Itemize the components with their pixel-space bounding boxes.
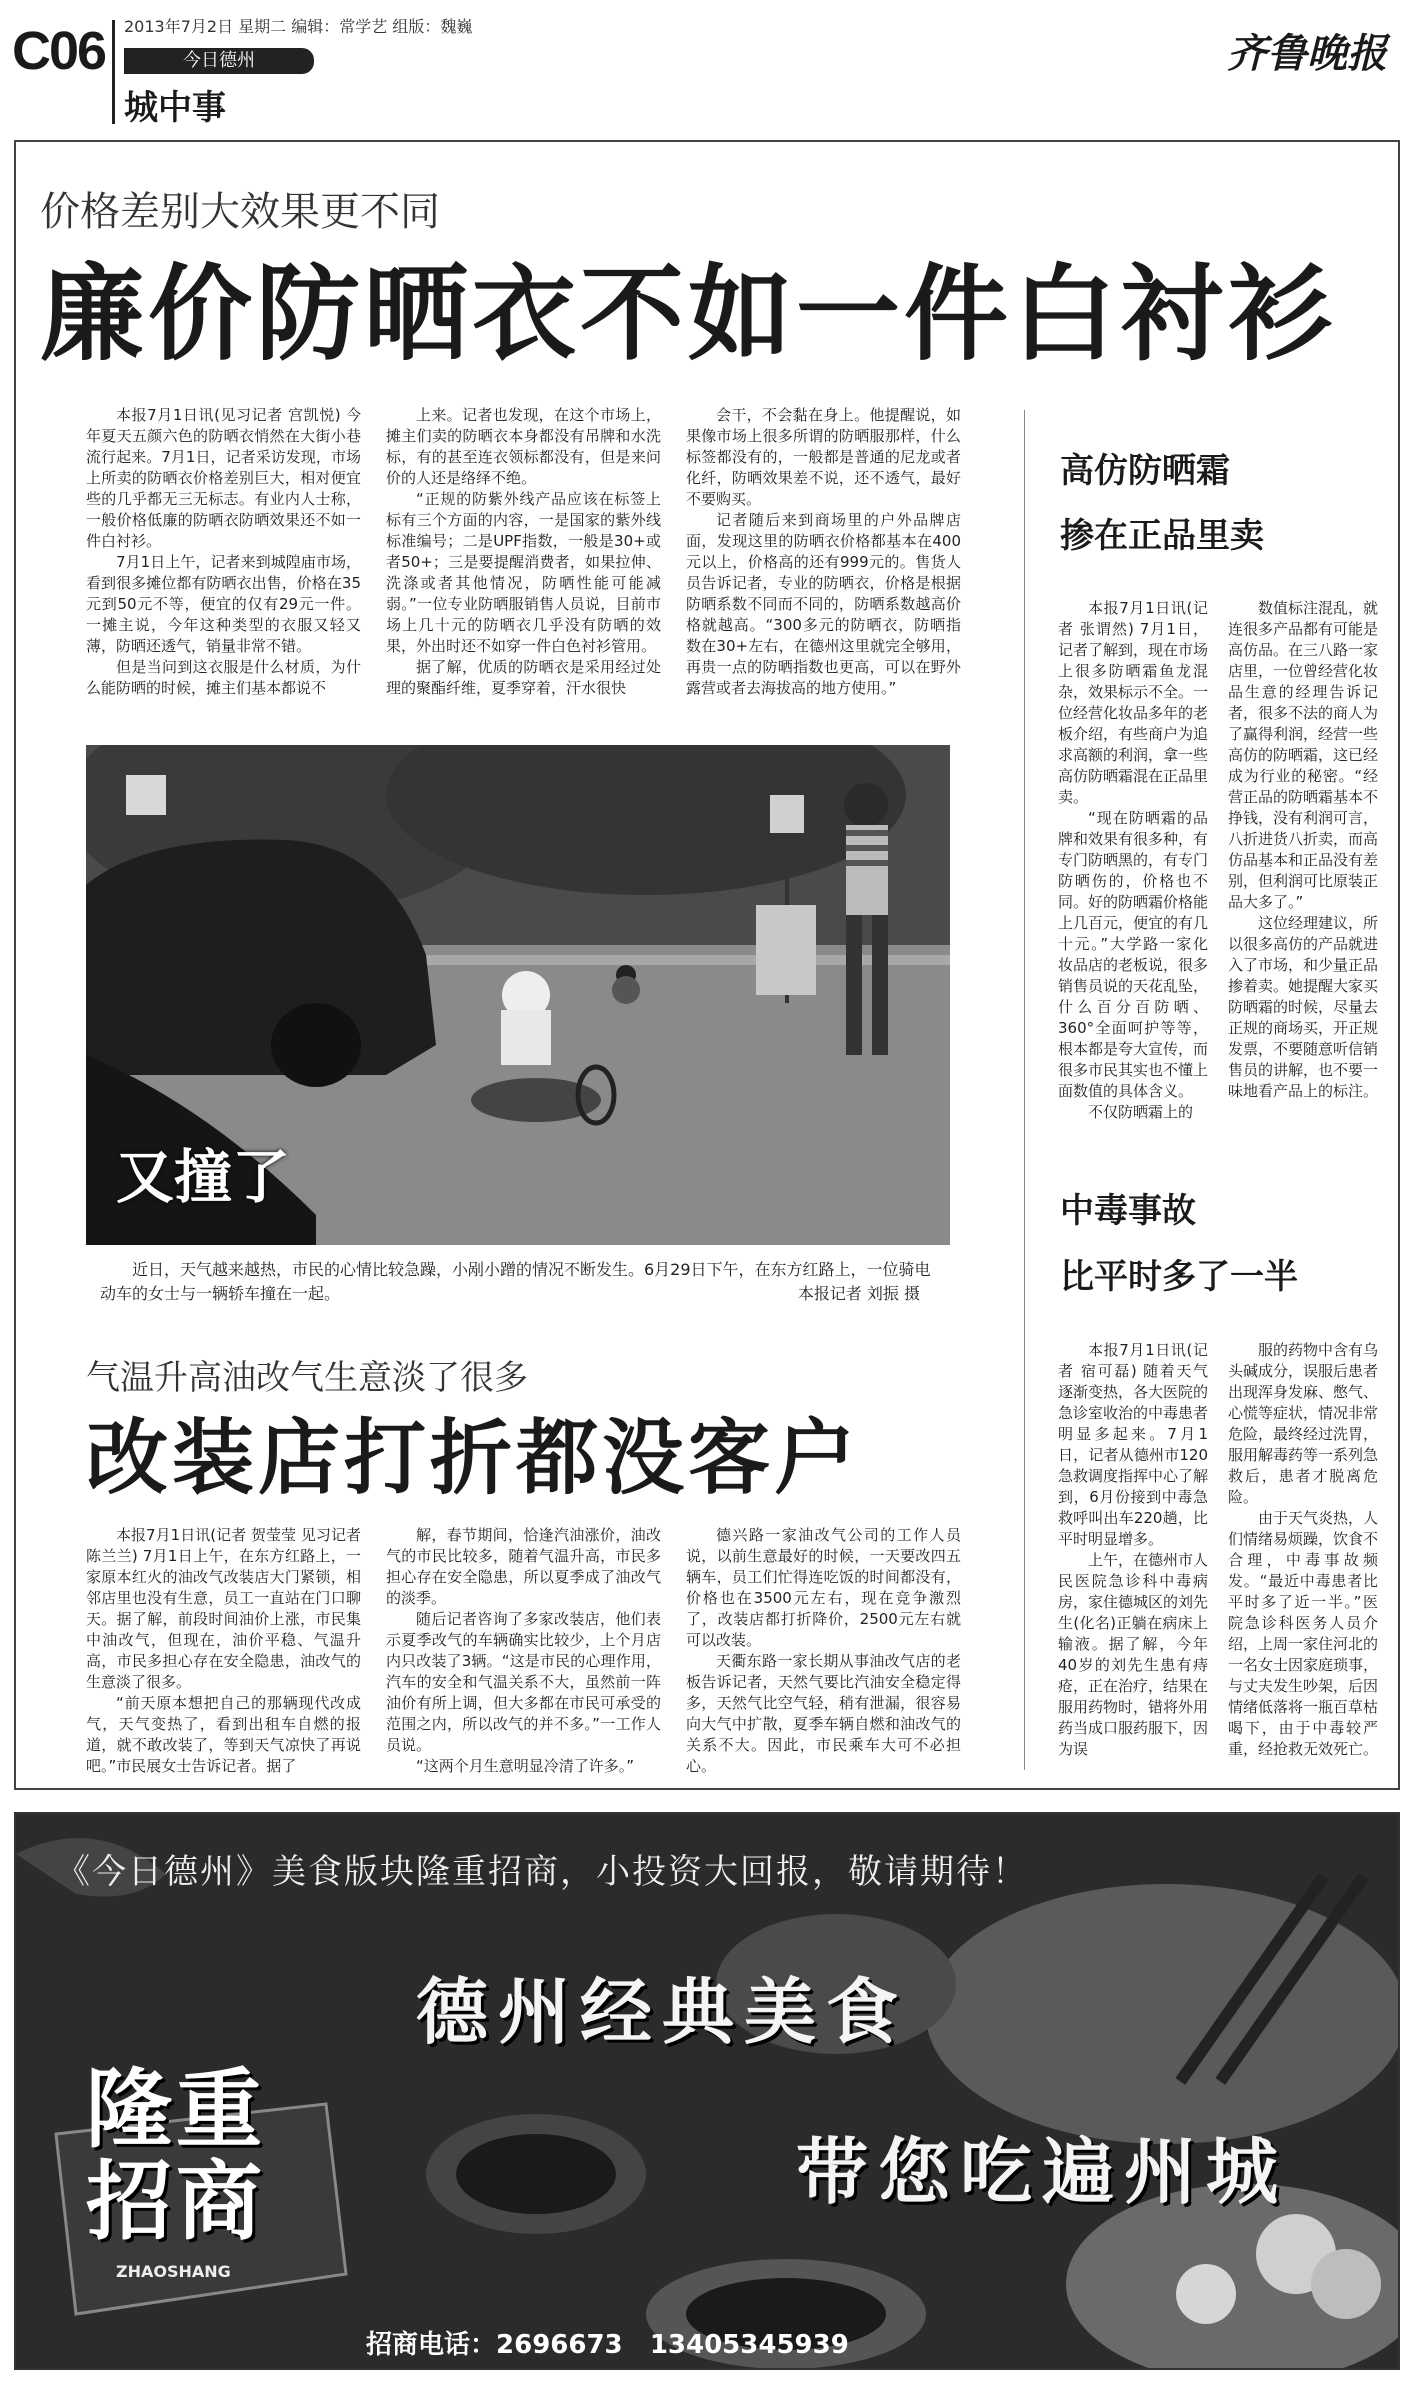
paragraph: 7月1日上午，记者来到城隍庙市场，看到很多摊位都有防晒衣出售，价格在35元到50元不等，便宜的仅有29元一件。一摊主说，今年这种类型的衣服又轻又薄，防晒还透气，销量非常不错。 xyxy=(86,553,361,655)
ad-badge-pinyin: ZHAOSHANG xyxy=(116,2262,231,2281)
paragraph: 由于天气炎热，人们情绪易烦躁，饮食不合理，中毒事故频发。“最近中毒患者比平时多了近一半。”医院急诊科医务人员介绍，上周一家住河北的一名女士因家庭琐事，与丈夫发生吵架，后因情绪低落将一瓶百草枯喝下，由于中毒较严重，经抢救无效死亡。 xyxy=(1228,1509,1378,1758)
news-photo xyxy=(86,745,950,1245)
article1-column-3 xyxy=(686,405,961,725)
ad-slogan: 《今日德州》美食版块隆重招商，小投资大回报，敬请期待！ xyxy=(56,1852,1028,1892)
page-number: C06 xyxy=(12,21,106,81)
advertisement xyxy=(14,1812,1400,2370)
photo-credit: 本报记者 刘振 摄 xyxy=(797,1284,920,1303)
ad-phone-1: 2696673 xyxy=(496,2330,623,2360)
photo-overlay-title: 又撞了 xyxy=(116,1143,291,1211)
ad-line-1: 德州经典美食 xyxy=(416,1969,909,2054)
side2-title-2: 比平时多了一半 xyxy=(1060,1257,1298,1297)
paragraph: “前天原本想把自己的那辆现代改成气，天气变热了，看到出租车自燃的报道，就不敢改装了，等到天气凉快了再说吧。”市民展女士告诉记者。据了 xyxy=(86,1694,361,1775)
ad-phone-2: 13405345939 xyxy=(649,2330,849,2360)
ad-phone xyxy=(366,2324,849,2361)
article1-headline: 廉价防晒衣不如一件白衬衫 xyxy=(40,253,1337,375)
paragraph: 会干，不会黏在身上。他提醒说，如果像市场上很多所谓的防晒服那样，什么标签都没有的，一般都是普通的尼龙或者化纤，防晒效果差不说，还不透气，最好不要购买。 xyxy=(686,406,961,508)
ad-badge: 隆重招商 xyxy=(86,2060,266,2252)
article2-column-2 xyxy=(386,1525,661,1777)
paragraph: 随后记者咨询了多家改装店，他们表示夏季改气的车辆确实比较少，上个月店内只改装了3辆。“这是市民的心理作用，汽车的安全和气温关系不大，虽然前一阵油价有所上调，但大多都在市民可承受的范围之内，所以改气的并不多。”一工作人员说。 xyxy=(386,1610,661,1754)
paragraph: 本报7月1日讯(记者 宿可磊) 随着天气逐渐变热，各大医院的急诊室收治的中毒患者明显多起来。7月1日，记者从德州市120急救调度指挥中心了解到，6月份接到中毒急救呼叫出车220趟，比平时明显增多。 xyxy=(1058,1341,1208,1548)
newspaper-logo: 齐鲁晚报 xyxy=(1227,30,1387,77)
header-divider xyxy=(112,20,115,124)
article2-column-3 xyxy=(686,1525,961,1777)
side1-title-2: 掺在正品里卖 xyxy=(1060,516,1264,556)
paragraph: “现在防晒霜的品牌和效果有很多种，有专门防晒黑的，有专门防晒伤的，价格也不同。好的防晒霜价格能上几百元，便宜的有几十元。”大学路一家化妆品店的老板说，很多销售员说的天花乱坠，什么百分百防晒、360°全面呵护等等，根本都是夸大宣传，而很多市民其实也不懂上面数值的具体含义。 xyxy=(1058,809,1208,1100)
ad-phone-label: 招商电话： xyxy=(366,2330,497,2360)
article1-kicker: 价格差别大效果更不同 xyxy=(40,189,440,235)
column-rule xyxy=(1024,410,1025,1770)
paragraph: 本报7月1日讯(见习记者 宫凯悦) 今年夏天五颜六色的防晒衣悄然在大街小巷流行起来。7月1日，记者采访发现，市场上所卖的防晒衣价格差别巨大，相对便宜些的几乎都无三无标志。有业内人士称，一般价格低廉的防晒衣防晒效果还不如一件白衬衫。 xyxy=(86,406,361,550)
paragraph: 服的药物中含有乌头碱成分，误服后患者出现浑身发麻、憋气、心慌等症状，情况非常危险，最终经过洗胃，服用解毒药等一系列急救后，患者才脱离危险。 xyxy=(1228,1341,1378,1506)
paragraph: 据了解，优质的防晒衣是采用经过处理的聚酯纤维，夏季穿着，汗水很快 xyxy=(386,658,661,697)
article1-column-1 xyxy=(86,405,361,725)
photo-caption xyxy=(100,1258,940,1306)
paragraph: “正规的防紫外线产品应该在标签上标有三个方面的内容，一是国家的紫外线标准编号；二是UPF指数，一般是30+或者50+；三是要提醒消费者，如果拉伸、洗涤或者其他情况，防晒性能可能减弱。”一位专业防晒服销售人员说，目前市场上几十元的防晒衣几乎没有防晒的效果，外出时还不如穿一件白色衬衫管用。 xyxy=(386,490,661,655)
paragraph: 但是当问到这衣服是什么材质，为什么能防晒的时候，摊主们基本都说不 xyxy=(86,658,361,697)
paragraph: 不仅防晒霜上的 xyxy=(1088,1103,1194,1121)
article2-headline: 改装店打折都没客户 xyxy=(86,1411,861,1506)
paragraph: 这位经理建议，所以很多高仿的产品就进入了市场，和少量正品掺着卖。她提醒大家买防晒霜的时候，尽量去正规的商场买，开正规发票，不要随意听信销售员的讲解，也不要一味地看产品上的标注。 xyxy=(1228,914,1378,1100)
paragraph: 德兴路一家油改气公司的工作人员说，以前生意最好的时候，一天要改四五辆车，员工们忙得连吃饭的时间都没有，价格也在3500元左右，现在竞争激烈了，改装店都打折降价，2500元左右就可以改装。 xyxy=(686,1526,961,1649)
article2-column-1 xyxy=(86,1525,361,1777)
article2-kicker: 气温升高油改气生意淡了很多 xyxy=(86,1358,528,1398)
paragraph: 天衢东路一家长期从事油改气店的老板告诉记者，天然气要比汽油安全稳定得多，天然气比空气轻，稍有泄漏，很容易向大气中扩散，夏季车辆自燃和油改气的关系不大。因此，市民乘车大可不必担心。 xyxy=(686,1652,961,1775)
ad-line-2: 带您吃遍州城 xyxy=(796,2129,1289,2214)
side1-column-2 xyxy=(1228,598,1378,1146)
section-tag: 今日德州 xyxy=(124,48,314,74)
article1-column-2 xyxy=(386,405,661,725)
paragraph: “这两个月生意明显冷清了许多。” xyxy=(416,1757,635,1775)
side2-title-1: 中毒事故 xyxy=(1060,1191,1196,1231)
photo-caption-text: 近日，天气越来越热，市民的心情比较急躁，小剐小蹭的情况不断发生。6月29日下午，在东方红路上，一位骑电动车的女士与一辆轿车撞在一起。 xyxy=(100,1260,931,1303)
paragraph: 上午，在德州市人民医院急诊科中毒病房，家住德城区的刘先生(化名)正躺在病床上输液。据了解，今年40岁的刘先生患有痔疮，正在治疗，结果在服用药物时，错将外用药当成口服药服下，因为误 xyxy=(1058,1551,1208,1758)
side1-title-1: 高仿防晒霜 xyxy=(1060,451,1230,491)
side1-column-1 xyxy=(1058,598,1208,1146)
paragraph: 本报7月1日讯(记者 贺莹莹 见习记者 陈兰兰) 7月1日上午，在东方红路上，一家原本红火的油改气改装店大门紧锁，相邻店里也没有生意，员工一直站在门口聊天。据了解，前段时间油价上涨，市民集中油改气，但现在，油价平稳、气温升高，市民多担心存在安全隐患，油改气的生意淡了很多。 xyxy=(86,1526,361,1691)
paragraph: 数值标注混乱，就连很多产品都有可能是高仿品。在三八路一家店里，一位曾经营化妆品生意的经理告诉记者，很多不法的商人为了赢得利润，经营一些高仿的防晒霜，这已经成为行业的秘密。“经营正品的防晒霜基本不挣钱，没有利润可言，八折进货八折卖，而高仿品基本和正品没有差别，但利润可比原装正品大多了。” xyxy=(1228,599,1378,911)
paragraph: 本报7月1日讯(记者 张谓然) 7月1日，记者了解到，现在市场上很多防晒霜鱼龙混杂，效果标示不全。一位经营化妆品多年的老板介绍，有些商户为追求高额的利润，拿一些高仿防晒霜混在正品里卖。 xyxy=(1058,599,1208,806)
paragraph: 记者随后来到商场里的户外品牌店面，发现这里的防晒衣价格都基本在400元以上，价格高的还有999元的。售货人员告诉记者，专业的防晒衣，价格是根据防晒系数不同而不同的，防晒系数越高价格就越高。“300多元的防晒衣，防晒指数在30+左右，在德州这里就完全够用，再贵一点的防晒指数也更高，可以在野外露营或者去海拔高的地方使用。” xyxy=(686,511,961,697)
section-title: 城中事 xyxy=(124,88,226,128)
paragraph: 上来。记者也发现，在这个市场上，摊主们卖的防晒衣本身都没有吊牌和水洗标，有的甚至连衣领标都没有，但是来问价的人还是络绎不绝。 xyxy=(386,406,661,487)
header-meta: 2013年7月2日 星期二 编辑：常学艺 组版：魏巍 xyxy=(124,17,473,36)
side2-column-2 xyxy=(1228,1340,1378,1780)
paragraph: 解，春节期间，恰逢汽油涨价，油改气的市民比较多，随着气温升高，市民多担心存在安全隐患，所以夏季成了油改气的淡季。 xyxy=(386,1526,661,1607)
side2-column-1 xyxy=(1058,1340,1208,1780)
